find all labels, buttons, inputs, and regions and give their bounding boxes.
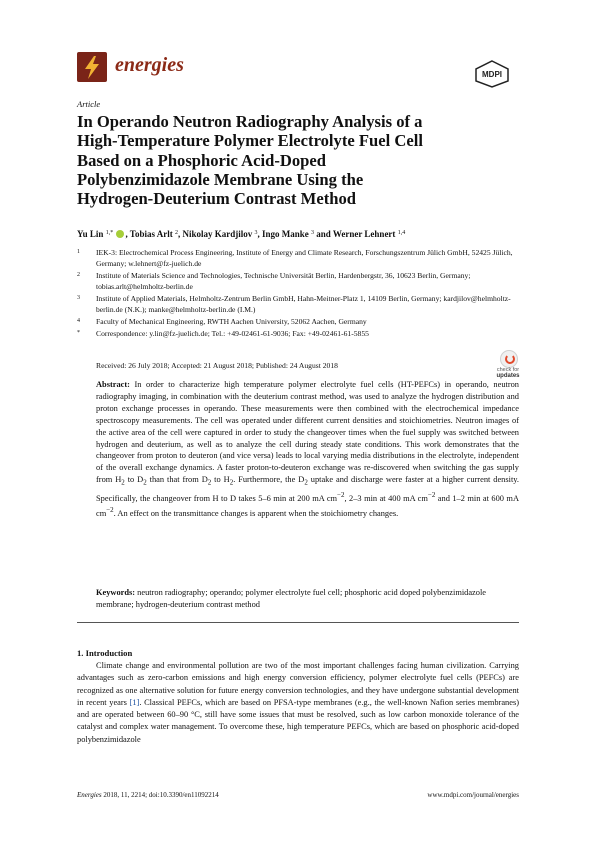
paragraph <box>77 660 519 746</box>
author-affiliation-sup: 3 <box>254 230 258 236</box>
introduction-body <box>77 660 519 746</box>
abstract-text: and 1–2 min at 600 mA cm <box>96 493 519 518</box>
section-heading: 1. Introduction <box>77 648 133 658</box>
affiliation-number: 1 <box>77 249 80 255</box>
publication-dates: Received: 26 July 2018; Accepted: 21 August 2018; Published: 24 August 2018 <box>96 361 338 370</box>
abstract-text: . Furthermore, the D <box>233 475 305 485</box>
author-name[interactable]: Yu Lin <box>77 229 104 239</box>
subscript: 2 <box>229 478 234 487</box>
title-line: Hydrogen-Deuterium Contrast Method <box>77 189 356 209</box>
keywords-text: neutron radiography; operando; polymer electrolyte fuel cell; phosphoric acid doped polybenzimidazole membrane; hydrogen-deuterium contrast method <box>96 588 487 609</box>
abstract-text: In order to characterize high temperature polymer electrolyte fuel cells (HT-PEFCs) in operando, neutron radiography imaging, in combination with the deuterium contrast method, was used to analyze the hydrogen distribution and proton exchange processes in operando. These measurements were then combined with the electrochemical impedance spectroscopy measurements. The cell was operated under different current densities and stoichiometries. Neutron images of the active area of the cell were captured in order to study the changeover times when the fuel supply was switched between hydrogen and deuterium, as well as to analyze the cell during steady state conditions. This work demonstrates that the changeover from proton to deuteron (and vice versa) leads to local varying media distributions in the electrolyte, independent of the overall exchange dynamics. A faster proton-to-deuteron exchange was re-discovered when switching the gas supply from H <box>96 380 519 485</box>
subscript: 2 <box>304 478 308 487</box>
paper-title <box>77 112 527 208</box>
journal-logo-icon <box>77 52 107 82</box>
author-affiliation-sup: 1,* <box>105 230 114 236</box>
abstract-text: to H <box>211 475 230 485</box>
journal-name: energies <box>115 54 184 76</box>
affiliation-text: Institute of Applied Materials, Helmholtz-Zentrum Berlin GmbH, Hahn-Meitner-Platz 1, 14109 Berlin, Germany; kardjilov@helmholtz-berlin.de (N.K.); manke@helmholtz-berlin.de (I.M.) <box>96 294 511 315</box>
paragraph-text: Climate change and environmental pollution are two of the most important challenges facing human civilization. Carrying advantages such as zero-carbon emissions and high energy conversion efficiency, polymer electrolyte fuel cells (PEFCs) are recognized as one alternative solution for future energy conversion technologies, and they have undergone substantial development in recent years <box>77 661 519 707</box>
article-type: Article <box>77 99 101 109</box>
author-name[interactable]: Tobias Arlt <box>129 229 173 239</box>
correspondence-text: Correspondence: y.lin@fz-juelich.de; Tel.: +49-02461-61-9036; Fax: +49-02461-61-5855 <box>96 329 369 338</box>
title-line: Based on a Phosphoric Acid-Doped <box>77 150 326 170</box>
footer-citation <box>77 791 219 799</box>
affiliation-text: Institute of Materials Science and Technologies, Technische Universität Berlin, Hardenbergstr, 36, 10623 Berlin, Germany; tobias.arlt@helmholtz-berlin.de <box>96 271 471 292</box>
keywords-label: Keywords: <box>96 588 136 597</box>
abstract-label: Abstract: <box>96 380 130 389</box>
author-affiliation-sup: 2 <box>174 230 178 236</box>
abstract-text: to D <box>124 475 144 485</box>
subscript: 2 <box>143 478 147 487</box>
check-for-updates-button[interactable] <box>487 350 529 380</box>
keywords <box>96 587 519 611</box>
publisher-logo-icon <box>473 60 511 88</box>
subscript: 2 <box>207 478 212 487</box>
abstract-text: than that from D <box>146 475 208 485</box>
title-line: In Operando Neutron Radiography Analysis of a <box>77 112 423 131</box>
author-name[interactable]: Nikolay Kardjilov <box>182 229 253 239</box>
publisher-logo-text: MDPI <box>482 70 502 79</box>
title-line: Polybenzimidazole Membrane Using the <box>77 169 364 189</box>
author-name[interactable]: Ingo Manke <box>261 229 309 239</box>
superscript: −2 <box>337 490 345 499</box>
abstract-text: . An effect on the transmittance changes is apparent when the stoichiometry changes. <box>113 508 399 518</box>
orcid-icon[interactable] <box>116 230 124 238</box>
author-affiliation-sup: 3 <box>311 230 314 236</box>
abstract <box>96 379 519 519</box>
author-name[interactable]: Werner Lehnert <box>332 229 396 239</box>
footer-citation-text: 2018, 11, 2214; doi:10.3390/en11092214 <box>101 791 219 799</box>
superscript: −2 <box>427 490 436 499</box>
abstract-text: uptake and discharge were faster at a higher current density. Specifically, the changeover from H to D takes 5–6 min at 200 mA cm <box>96 475 520 503</box>
updates-label-line1: check for <box>496 367 520 373</box>
affiliation-number: 2 <box>77 272 80 278</box>
updates-icon <box>500 350 518 368</box>
title-line: High-Temperature Polymer Electrolyte Fuel Cell <box>77 131 423 151</box>
superscript: −2 <box>106 505 114 514</box>
citation-link[interactable]: [1] <box>129 697 140 707</box>
section-divider <box>77 622 519 623</box>
affiliation-text: Faculty of Mechanical Engineering, RWTH Aachen University, 52062 Aachen, Germany <box>96 317 367 326</box>
footer-journal: Energies <box>77 791 102 799</box>
updates-label-line2: updates <box>496 373 520 379</box>
footer-url[interactable]: www.mdpi.com/journal/energies <box>427 791 519 799</box>
affiliation-number: 3 <box>77 295 80 301</box>
affiliation-number: 4 <box>77 318 80 324</box>
affiliation-text: IEK-3: Electrochemical Process Engineering, Institute of Energy and Climate Research, Forschungszentrum Jülich GmbH, 52425 Jülich, Germany; w.lehnert@fz-juelich.de <box>96 248 513 269</box>
paragraph-text: . Classical PEFCs, which are based on PFSA-type membranes (e.g., the well-known Nafion series membranes) and are operated between 60–90 °C, still have some issues that must be resolved, such as low carbon monoxide tolerance of the catalyst and complex water management. To overcome these, high temperature PEFCs, which are based on phosphoric acid-doped polybenzimidazole <box>77 697 519 744</box>
author-affiliation-sup: 1,4 <box>397 230 406 236</box>
abstract-text: , 2–3 min at 400 mA cm <box>344 493 428 503</box>
author-list: Yu Lin $^{1,*}$ , Tobias Arlt $^2$, Nikolay Kardjilov $^3$, Ingo Manke $^3$ and Werner Lehnert $^{1,4}$ <box>77 229 406 239</box>
subscript: 2 <box>121 478 125 487</box>
affiliation-number: * <box>77 330 80 336</box>
